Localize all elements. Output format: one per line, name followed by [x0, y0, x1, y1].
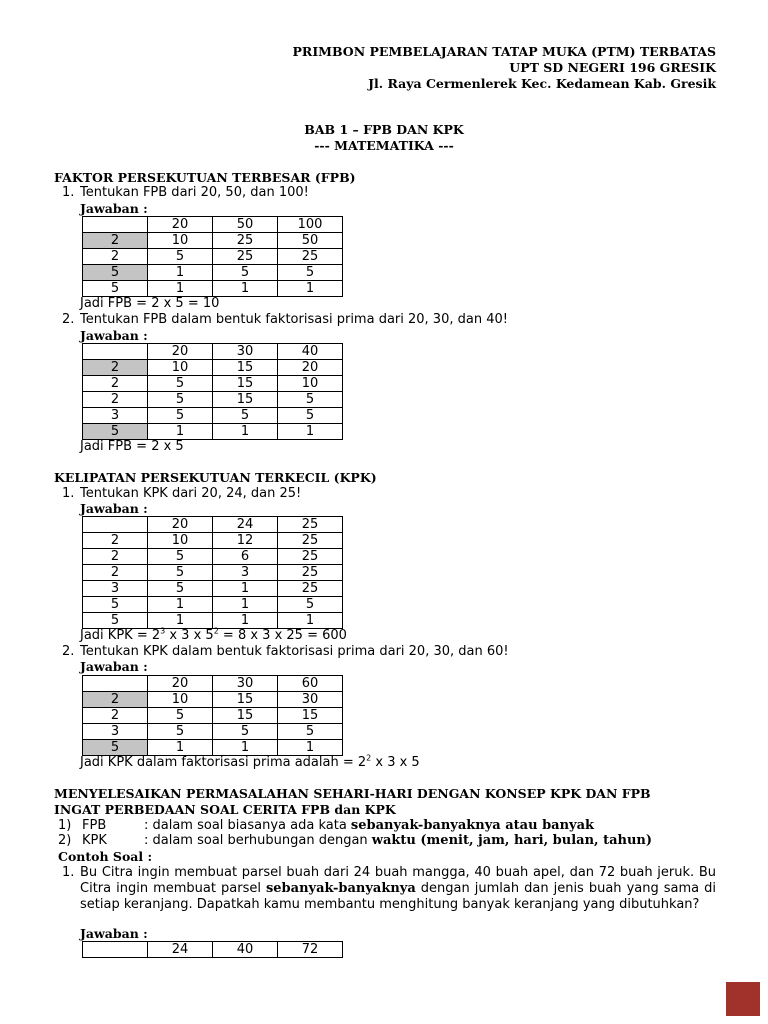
value-cell: 50 — [213, 217, 278, 233]
divisor-cell: 3 — [83, 724, 148, 740]
table-row — [83, 597, 343, 613]
value-cell: 24 — [148, 942, 213, 958]
kpk-q1-result-part: = 8 x 3 x 25 = 600 — [218, 628, 347, 643]
example-1-number: 1. — [62, 865, 75, 880]
fpb-q1-text: Tentukan FPB dari 20, 50, dan 100! — [80, 185, 309, 200]
fpb-q1-result: Jadi FPB = 2 x 5 = 10 — [80, 296, 220, 311]
header-school: UPT SD NEGERI 196 GRESIK — [509, 60, 716, 75]
kpk-q1-text: Tentukan KPK dari 20, 24, dan 25! — [80, 486, 302, 501]
kpk-heading: KELIPATAN PERSEKUTUAN TERKECIL (KPK) — [54, 470, 377, 485]
fpb-q1-table — [82, 216, 343, 297]
kpk-q1-answer-label: Jawaban : — [80, 501, 148, 516]
table-row — [83, 613, 343, 629]
fpb-q2-text: Tentukan FPB dalam bentuk faktorisasi prima dari 20, 30, dan 40! — [80, 312, 508, 327]
divisor-cell: 2 — [83, 376, 148, 392]
value-cell: 5 — [213, 265, 278, 281]
list-number: 2) — [58, 833, 72, 848]
header-title: PRIMBON PEMBELAJARAN TATAP MUKA (PTM) TERBATAS — [292, 44, 716, 59]
divisor-cell: 3 — [83, 581, 148, 597]
value-cell: 15 — [213, 692, 278, 708]
divisor-cell — [83, 517, 148, 533]
table-row — [83, 408, 343, 424]
kpk-q1-result-part: x 3 x 5 — [165, 628, 214, 643]
kpk-q2-result — [80, 755, 420, 771]
value-cell: 24 — [213, 517, 278, 533]
chapter-subtitle: --- MATEMATIKA --- — [314, 138, 454, 153]
value-cell: 30 — [278, 692, 343, 708]
divisor-cell: 2 — [83, 565, 148, 581]
fpb-q1-answer-label: Jawaban : — [80, 201, 148, 216]
kpk-q1-exponent: 3 — [160, 626, 166, 636]
value-cell: 5 — [148, 549, 213, 565]
example-1-text — [80, 865, 716, 913]
divisor-cell: 2 — [83, 392, 148, 408]
list-keyword: sebanyak-banyaknya atau banyak — [350, 818, 595, 833]
value-cell: 5 — [148, 249, 213, 265]
value-cell: 10 — [148, 360, 213, 376]
divisor-cell: 2 — [83, 549, 148, 565]
value-cell: 40 — [278, 344, 343, 360]
value-cell: 1 — [148, 597, 213, 613]
apply-item-kpk — [58, 833, 652, 849]
list-term: FPB — [82, 818, 107, 833]
value-cell: 5 — [148, 565, 213, 581]
value-cell: 30 — [213, 676, 278, 692]
page-corner-marker — [726, 982, 760, 1016]
apply-item-fpb — [58, 818, 594, 834]
value-cell: 10 — [148, 692, 213, 708]
value-cell: 5 — [148, 408, 213, 424]
divisor-cell — [83, 344, 148, 360]
table-row — [83, 392, 343, 408]
value-cell: 100 — [278, 217, 343, 233]
value-cell: 5 — [278, 265, 343, 281]
divisor-cell: 2 — [83, 360, 148, 376]
value-cell: 1 — [213, 424, 278, 440]
value-cell: 1 — [148, 281, 213, 297]
example-1-table — [82, 941, 343, 958]
value-cell: 10 — [148, 533, 213, 549]
value-cell: 6 — [213, 549, 278, 565]
example-text-part: dengan jumlah dan jenis buah yang sama di setiap keranjang. Dapatkah kamu membantu menghitung banyak keranjang yang dibutuhkan? — [80, 881, 716, 912]
chapter-title: BAB 1 – FPB DAN KPK — [304, 122, 464, 137]
table-row — [83, 344, 343, 360]
value-cell: 25 — [278, 549, 343, 565]
fpb-q2-number: 2. — [62, 312, 75, 327]
value-cell: 1 — [148, 613, 213, 629]
value-cell: 3 — [213, 565, 278, 581]
value-cell: 1 — [148, 424, 213, 440]
example-keyword: sebanyak-banyaknya — [265, 881, 416, 896]
table-row — [83, 424, 343, 440]
value-cell: 5 — [278, 392, 343, 408]
value-cell: 25 — [278, 533, 343, 549]
value-cell: 1 — [213, 581, 278, 597]
kpk-q1-table — [82, 516, 343, 629]
table-row — [83, 708, 343, 724]
value-cell: 20 — [148, 217, 213, 233]
table-row — [83, 517, 343, 533]
table-row — [83, 549, 343, 565]
value-cell: 72 — [278, 942, 343, 958]
value-cell: 1 — [148, 265, 213, 281]
value-cell: 1 — [213, 281, 278, 297]
kpk-q2-exponent: 2 — [366, 753, 372, 763]
value-cell: 15 — [278, 708, 343, 724]
divisor-cell: 2 — [83, 692, 148, 708]
example-text-part: Bu Citra ingin membuat parsel buah dari 24 buah mangga, 40 buah apel, dan 72 buah jeruk. Bu Citra ingin membuat parsel — [80, 865, 716, 896]
value-cell: 1 — [213, 613, 278, 629]
value-cell: 15 — [213, 392, 278, 408]
value-cell: 25 — [278, 517, 343, 533]
value-cell: 1 — [278, 613, 343, 629]
kpk-q2-result-part: Jadi KPK dalam faktorisasi prima adalah = 2 — [80, 755, 367, 770]
divisor-cell: 5 — [83, 613, 148, 629]
value-cell: 5 — [278, 597, 343, 613]
table-row — [83, 217, 343, 233]
divisor-cell — [83, 217, 148, 233]
value-cell: 1 — [148, 740, 213, 756]
document-header — [293, 44, 716, 92]
table-row — [83, 281, 343, 297]
divisor-cell: 2 — [83, 233, 148, 249]
value-cell: 5 — [213, 408, 278, 424]
kpk-q2-result-part: x 3 x 5 — [371, 755, 420, 770]
value-cell: 5 — [148, 724, 213, 740]
table-row — [83, 565, 343, 581]
value-cell: 5 — [148, 376, 213, 392]
value-cell: 25 — [278, 581, 343, 597]
divisor-cell — [83, 676, 148, 692]
divisor-cell: 5 — [83, 265, 148, 281]
kpk-q2-number: 2. — [62, 644, 75, 659]
divisor-cell: 3 — [83, 408, 148, 424]
example-1-answer-label: Jawaban : — [80, 926, 148, 941]
kpk-q1-number: 1. — [62, 486, 75, 501]
value-cell: 5 — [278, 408, 343, 424]
value-cell: 1 — [278, 281, 343, 297]
kpk-q2-table — [82, 675, 343, 756]
value-cell: 50 — [278, 233, 343, 249]
table-row — [83, 581, 343, 597]
list-desc: : dalam soal berhubungan dengan — [144, 833, 372, 848]
value-cell: 40 — [213, 942, 278, 958]
value-cell: 12 — [213, 533, 278, 549]
value-cell: 20 — [148, 517, 213, 533]
kpk-q1-exponent: 2 — [213, 626, 219, 636]
value-cell: 15 — [213, 360, 278, 376]
value-cell: 60 — [278, 676, 343, 692]
fpb-q2-result: Jadi FPB = 2 x 5 — [80, 439, 184, 454]
table-row — [83, 692, 343, 708]
table-row — [83, 533, 343, 549]
table-row — [83, 376, 343, 392]
divisor-cell: 5 — [83, 281, 148, 297]
fpb-q2-answer-label: Jawaban : — [80, 328, 148, 343]
value-cell: 5 — [213, 724, 278, 740]
value-cell: 1 — [278, 424, 343, 440]
value-cell: 5 — [148, 392, 213, 408]
divisor-cell: 5 — [83, 740, 148, 756]
value-cell: 15 — [213, 376, 278, 392]
table-row — [83, 740, 343, 756]
fpb-q1-number: 1. — [62, 185, 75, 200]
apply-heading: MENYELESAIKAN PERMASALAHAN SEHARI-HARI DENGAN KONSEP KPK DAN FPB — [54, 786, 651, 801]
table-row — [83, 233, 343, 249]
value-cell: 25 — [213, 233, 278, 249]
value-cell: 25 — [278, 565, 343, 581]
table-row — [83, 249, 343, 265]
divisor-cell: 2 — [83, 533, 148, 549]
value-cell: 1 — [213, 740, 278, 756]
kpk-q1-result-part: Jadi KPK = 2 — [80, 628, 161, 643]
value-cell: 20 — [278, 360, 343, 376]
table-row — [83, 942, 343, 958]
list-number: 1) — [58, 818, 72, 833]
table-row — [83, 676, 343, 692]
fpb-heading: FAKTOR PERSEKUTUAN TERBESAR (FPB) — [54, 170, 356, 185]
table-row — [83, 360, 343, 376]
divisor-cell: 2 — [83, 249, 148, 265]
header-address: Jl. Raya Cermenlerek Kec. Kedamean Kab. Gresik — [368, 76, 716, 91]
kpk-q2-text: Tentukan KPK dalam bentuk faktorisasi prima dari 20, 30, dan 60! — [80, 644, 509, 659]
divisor-cell: 5 — [83, 597, 148, 613]
value-cell: 5 — [148, 581, 213, 597]
chapter-title-block — [0, 122, 768, 154]
value-cell: 10 — [278, 376, 343, 392]
kpk-q1-result — [80, 628, 347, 644]
example-label: Contoh Soal : — [58, 849, 153, 864]
list-keyword: waktu (menit, jam, hari, bulan, tahun) — [371, 833, 653, 848]
value-cell: 25 — [278, 249, 343, 265]
value-cell: 1 — [278, 740, 343, 756]
divisor-cell — [83, 942, 148, 958]
value-cell: 10 — [148, 233, 213, 249]
value-cell: 5 — [278, 724, 343, 740]
table-row — [83, 724, 343, 740]
value-cell: 30 — [213, 344, 278, 360]
value-cell: 20 — [148, 676, 213, 692]
table-row — [83, 265, 343, 281]
list-desc: : dalam soal biasanya ada kata — [144, 818, 351, 833]
list-term: KPK — [82, 833, 107, 848]
value-cell: 20 — [148, 344, 213, 360]
value-cell: 15 — [213, 708, 278, 724]
fpb-q2-table — [82, 343, 343, 440]
kpk-q2-answer-label: Jawaban : — [80, 659, 148, 674]
apply-subheading: INGAT PERBEDAAN SOAL CERITA FPB dan KPK — [54, 802, 396, 817]
divisor-cell: 2 — [83, 708, 148, 724]
value-cell: 5 — [148, 708, 213, 724]
value-cell: 1 — [213, 597, 278, 613]
value-cell: 25 — [213, 249, 278, 265]
divisor-cell: 5 — [83, 424, 148, 440]
